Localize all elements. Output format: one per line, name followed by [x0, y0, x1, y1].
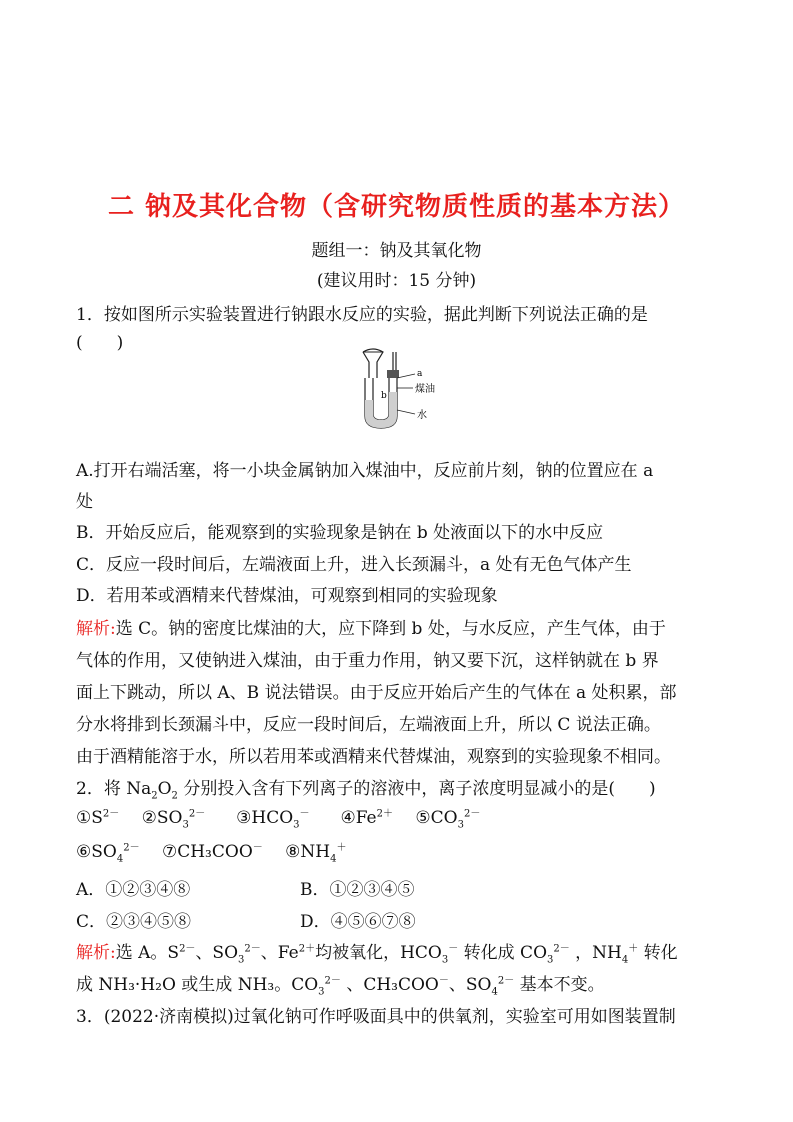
ion-8: ⑧NH: [285, 842, 331, 862]
q2-a1e: 转化成 CO: [463, 943, 548, 963]
q2-stem-post: 分别投入含有下列离子的溶液中，离子浓度明显减小的是( ): [177, 779, 656, 799]
q1-stem-line1: 1．按如图所示实验装置进行钠跟水反应的实验，据此判断下列说法正确的是: [76, 305, 648, 325]
fig-label-b: b: [381, 391, 387, 401]
ion-2: ②SO: [141, 808, 183, 828]
q1-option-c: C．反应一段时间后，左端液面上升，进入长颈漏斗，a 处有无色气体产生: [76, 555, 632, 575]
q2-analysis-line2: 成 NH₃·H₂O 或生成 NH₃。$CO_3^{2-}$ 、CH₃COO－、$SO_4^{2-}$ 基本不变。: [76, 975, 605, 998]
q2-a2b: 、CH₃COO: [346, 975, 439, 995]
q2-analysis-label: 解析:: [76, 943, 116, 963]
q2-a1c: 、Fe: [260, 943, 299, 963]
q2-a2d: 基本不变。: [519, 975, 605, 995]
q1-analysis-line4: 分水将排到长颈漏斗中，反应一段时间后，左端液面上升，所以 C 说法正确。: [76, 715, 661, 735]
q1-stem-line2: ( ): [76, 333, 124, 353]
analysis-label: 解析:: [76, 619, 116, 639]
ion-4: ④Fe: [340, 808, 377, 828]
q2-a2c: 、SO: [448, 975, 492, 995]
q2-ions-row1: $①S^{2-}$ $②SO_3^{2-}$ $③HCO_3^-$ $④Fe^{2+}$ $⑤CO_3^{2-}$: [76, 808, 481, 831]
q2-a2: 成 NH₃·H₂O 或生成 NH₃。CO: [76, 975, 319, 995]
q3-stem: 3．(2022·济南模拟)过氧化钠可作呼吸面具中的供氧剂，实验室可用如图装置制: [76, 1007, 676, 1027]
fig-label-kerosene: 煤油: [415, 384, 435, 395]
q2-option-c: C．②③④⑤⑧: [76, 912, 192, 932]
q2-option-a: A．①②③④⑧: [76, 880, 191, 900]
u-tube-apparatus-figure: [355, 348, 445, 430]
q2-a1d: 均被氧化，HCO: [315, 943, 442, 963]
q1-analysis-line5: 由于酒精能溶于水，所以若用苯或酒精来代替煤油，观察到的实验现象不相同。: [76, 747, 671, 767]
ion-7: ⑦CH₃COO: [161, 842, 253, 862]
q2-stem-pre: 2．将 Na: [76, 779, 152, 799]
q1-option-a-line2: 处: [76, 492, 93, 512]
ion-3: ③HCO: [236, 808, 294, 828]
q2-stem-mid: O: [157, 779, 172, 799]
fig-label-a: a: [417, 369, 423, 379]
q1-analysis-text1: 选 C。钠的密度比煤油的大，应下降到 b 处，与水反应，产生气体，由于: [115, 619, 666, 639]
q2-option-d: D．④⑤⑥⑦⑧: [300, 912, 416, 932]
section-title: 二 钠及其化合物（含研究物质性质的基本方法）: [107, 192, 686, 222]
q1-analysis-line1: [76, 614, 666, 639]
q2-stem: 2．将 $Na_2O_2$ 分别投入含有下列离子的溶液中，离子浓度明显减小的是( ): [76, 779, 656, 802]
q2-option-b: B．①②③④⑤: [300, 880, 415, 900]
q2-analysis-line1: 解析:选 A。$S^{2-}$、$SO_3^{2-}$、$Fe^{2+}$均被氧化，$HCO_3^-$ 转化成 $CO_3^{2-}$ ，$NH_4^+$ 转化: [76, 943, 678, 966]
time-hint: (建议用时：15 分钟): [316, 271, 477, 291]
group-heading: 题组一：钠及其氧化物: [311, 241, 482, 261]
q1-analysis-line2: 气体的作用，又使钠进入煤油，由于重力作用，钠又要下沉，这样钠就在 b 界: [76, 651, 659, 671]
q1-option-b: B．开始反应后，能观察到的实验现象是钠在 b 处液面以下的水中反应: [76, 523, 604, 543]
fig-label-water: 水: [417, 410, 427, 421]
q1-analysis-line3: 面上下跳动，所以 A、B 说法错误。由于反应开始后产生的气体在 a 处积累，部: [76, 683, 677, 703]
q2-a1a: 选 A。S: [115, 943, 180, 963]
q2-ions-row2: $⑥SO_4^{2-}$ ⑦CH₃COO－ $⑧NH_4^+$: [76, 842, 347, 865]
q1-option-d: D．若用苯或酒精来代替煤油，可观察到相同的实验现象: [76, 586, 498, 606]
q2-a1f: ，NH: [575, 943, 622, 963]
q1-option-a-line1: A.打开右端活塞，将一小块金属钠加入煤油中，反应前片刻，钠的位置应在 a: [76, 461, 654, 481]
ion-5: ⑤CO: [415, 808, 458, 828]
ion-1: ①S: [76, 808, 103, 828]
q2-a1g: 转化: [643, 943, 678, 963]
q2-a1b: 、SO: [195, 943, 239, 963]
ion-6: ⑥SO: [76, 842, 117, 862]
